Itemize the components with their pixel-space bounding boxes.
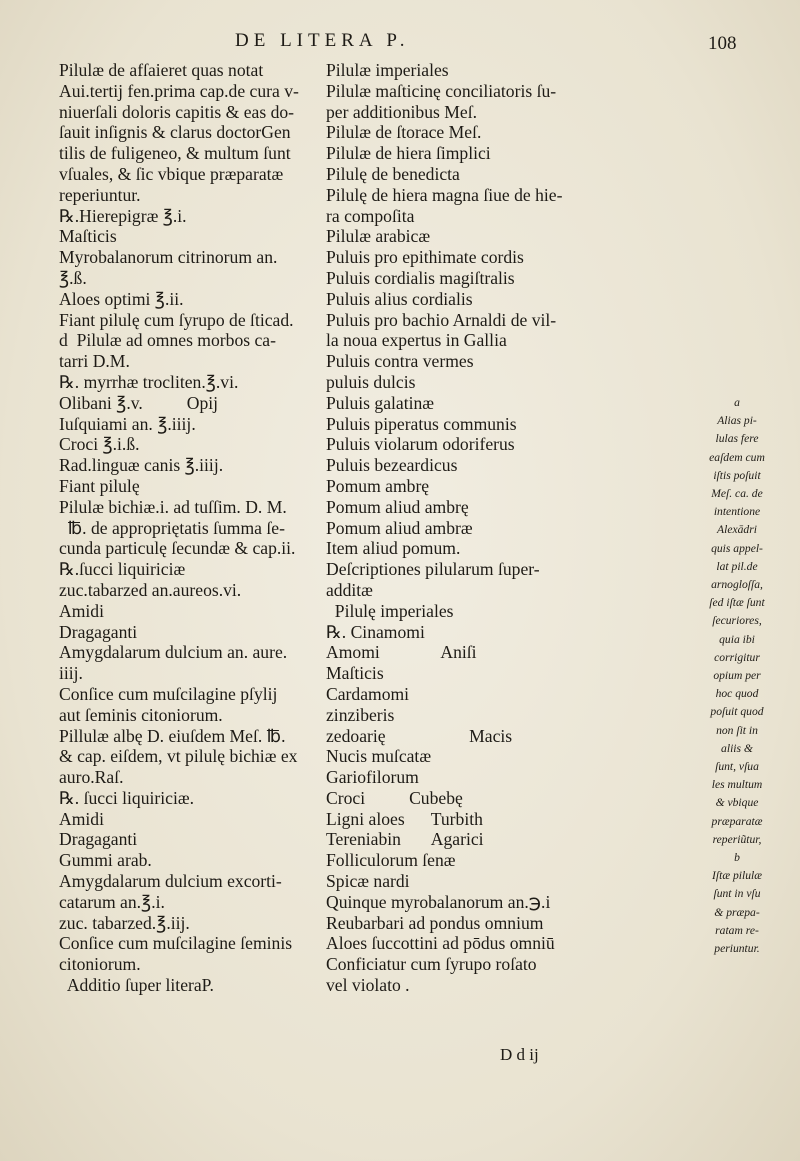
margin-note-line: Alexādri	[717, 523, 757, 537]
text-line: Tereniabin Agarici	[326, 829, 484, 850]
margin-note-line: lulas fere	[715, 432, 759, 446]
margin-note-line: Iſtæ pilulæ	[712, 869, 762, 883]
text-line: Pilulę de benedicta	[326, 163, 460, 184]
margin-note-line: eaſdem cum	[709, 450, 765, 464]
text-line: Aloes optimi ℥.ii.	[59, 288, 184, 309]
margin-note-line: ſed iſtæ ſunt	[709, 596, 765, 610]
text-line: Aui.tertij fen.prima cap.de cura v-	[59, 80, 299, 101]
text-line: ℞. myrrhæ trocliten.℥.vi.	[59, 371, 239, 392]
text-line: Aloes ſuccottini ad pōdus omniū	[326, 933, 555, 954]
text-line: la noua expertus in Gallia	[326, 330, 507, 351]
text-line: Puluis pro epithimate cordis	[326, 247, 524, 268]
text-line: ℞.Hierepigræ ℥.i.	[59, 205, 187, 226]
margin-note-line: quis appel-	[711, 541, 763, 555]
margin-note-line: reperiũtur,	[712, 832, 762, 846]
text-line: Puluis piperatus communis	[326, 413, 517, 434]
text-line: Puluis contra vermes	[326, 351, 474, 372]
text-line: Pilulę imperiales	[326, 600, 454, 621]
text-line: Amidi	[59, 600, 104, 621]
text-line: ℔. de appropriętatis ſumma ſe-	[59, 517, 285, 538]
text-line: Quinque myrobalanorum an.℈.i	[326, 891, 551, 912]
text-line: ℞. Cinamomi	[326, 621, 425, 642]
text-line: Pilulę de hiera magna ſiue de hie-	[326, 184, 563, 205]
text-line: Pilulæ de hiera ſimplici	[326, 143, 491, 164]
right-column	[326, 60, 668, 996]
margin-note-line: les multum	[711, 778, 763, 792]
left-column	[59, 60, 321, 996]
text-line: reperiuntur.	[59, 184, 141, 205]
text-line: cunda particulę ſecundæ & cap.ii.	[59, 538, 296, 559]
text-line: ℞.ſucci liquiriciæ	[59, 559, 186, 580]
text-line: Reubarbari ad pondus omnium	[326, 912, 544, 933]
margin-note-line: ſunt in vſu	[713, 887, 761, 901]
text-line: d Pilulæ ad omnes morbos ca-	[59, 330, 276, 351]
margin-note-line: ratam re-	[715, 923, 759, 937]
margin-note-line: præparatæ	[711, 814, 763, 828]
text-line: Puluis bezeardicus	[326, 455, 458, 476]
text-line: Amidi	[59, 808, 104, 829]
text-line: ſauit inſignis & clarus doctorGen	[59, 122, 291, 143]
text-line: Amygdalarum dulcium excorti-	[59, 871, 282, 892]
text-line: additæ	[326, 579, 373, 600]
text-line: Iuſquiami an. ℥.iiij.	[59, 413, 196, 434]
text-line: vſuales, & ſic vbique præparatæ	[59, 163, 284, 184]
running-head: DE LITERA P.	[235, 30, 410, 51]
margin-note-line: ſecuriores,	[712, 614, 762, 628]
text-line: Ligni aloes Turbith	[326, 808, 483, 829]
text-line: ℥.ß.	[59, 267, 87, 288]
text-line: niuerſali doloris capitis & eas do-	[59, 101, 295, 122]
text-line: Fiant pilulę	[59, 475, 140, 496]
text-line: Pomum ambrę	[326, 475, 430, 496]
text-line: zinziberis	[326, 704, 395, 725]
margin-note-line: opium per	[713, 669, 761, 683]
page-number: 108	[708, 33, 737, 54]
text-line: vel violato .	[326, 975, 410, 996]
margin-note-line: aliis &	[721, 741, 753, 755]
text-line: Olibani ℥.v. Opij	[59, 392, 219, 413]
margin-note-line: corrigitur	[714, 650, 760, 664]
margin-note-line: poſuit quod	[710, 705, 764, 719]
text-line: Conficiatur cum ſyrupo roſato	[326, 954, 537, 975]
text-line: Croci Cubebę	[326, 787, 463, 808]
margin-note-line: iſtis poſuit	[713, 468, 761, 482]
margin-note-line: periuntur.	[714, 942, 760, 956]
text-line: per additionibus Meſ.	[326, 101, 477, 122]
text-line: Additio ſuper literaP.	[59, 975, 214, 996]
text-line: Puluis cordialis magiſtralis	[326, 267, 515, 288]
text-line: Puluis alius cordialis	[326, 288, 473, 309]
signature-mark: D d ij	[500, 1045, 539, 1064]
text-line: puluis dulcis	[326, 371, 416, 392]
text-line: zedoarię Macis	[326, 725, 513, 746]
text-line: Cardamomi	[326, 683, 410, 704]
text-line: Fiant pilulę cum ſyrupo de ſticad.	[59, 309, 294, 330]
text-line: tilis de fuligeneo, & multum ſunt	[59, 143, 291, 164]
margin-note-line: lat pil.de	[716, 559, 758, 573]
text-line: Pilulæ de afſaieret quas notat	[59, 60, 264, 80]
text-line: Puluis violarum odoriferus	[326, 434, 515, 455]
margin-note-line: & præpa-	[714, 905, 760, 919]
text-line: Puluis galatinæ	[326, 392, 435, 413]
text-line: tarri D.M.	[59, 351, 130, 372]
text-line: ℞. ſucci liquiriciæ.	[59, 787, 194, 808]
text-line: Pomum aliud ambræ	[326, 517, 473, 538]
text-line: zuc.tabarzed an.aureos.vi.	[59, 579, 242, 600]
margin-note-line: intentione	[713, 505, 761, 519]
margin-note-line: Alias pi-	[717, 414, 757, 428]
text-line: auro.Raſ.	[59, 767, 124, 788]
text-line: Gummi arab.	[59, 850, 152, 871]
text-line: Folliculorum ſenæ	[326, 850, 456, 871]
margin-note-line: arnogloſſa,	[711, 578, 763, 592]
text-line: Pilulæ bichiæ.i. ad tuſſim. D. M.	[59, 496, 287, 517]
text-line: & cap. eiſdem, vt pilulę bichiæ ex	[59, 746, 298, 767]
margin-note-line: non ſit in	[716, 723, 758, 737]
text-line: Maſticis	[326, 663, 384, 684]
text-line: catarum an.℥.i.	[59, 891, 165, 912]
text-line: iiij.	[59, 663, 83, 684]
margin-note-line: Meſ. ca. de	[711, 487, 763, 501]
text-line: Conſice cum muſcilagine pſylij	[59, 683, 278, 704]
text-line: Amomi Aniſi	[326, 642, 477, 663]
margin-note-line: b	[734, 851, 740, 865]
text-line: Dragaganti	[59, 829, 138, 850]
text-line: Conſice cum muſcilagine ſeminis	[59, 933, 293, 954]
margin-note-line: ſunt, vſua	[715, 760, 759, 774]
text-line: Deſcriptiones pilularum ſuper-	[326, 559, 540, 580]
text-line: Myrobalanorum citrinorum an.	[59, 247, 278, 268]
text-line: Pilulæ imperiales	[326, 60, 449, 80]
text-line: ra compoſita	[326, 205, 415, 226]
text-line: Spicæ nardi	[326, 871, 410, 892]
text-line: Croci ℥.i.ß.	[59, 434, 140, 455]
text-line: Pilulæ de ſtorace Meſ.	[326, 122, 482, 143]
margin-note-line: a	[734, 396, 740, 409]
text-line: zuc. tabarzed.℥.iij.	[59, 912, 190, 933]
text-line: Rad.linguæ canis ℥.iiij.	[59, 455, 224, 476]
margin-note-line: quia ibi	[719, 632, 755, 646]
margin-note-line: & vbique	[715, 796, 759, 810]
text-line: Nucis muſcatæ	[326, 746, 432, 767]
text-line: Gariofilorum	[326, 767, 419, 788]
margin-note	[681, 394, 793, 958]
text-line: citoniorum.	[59, 954, 141, 975]
text-line: Item aliud pomum.	[326, 538, 461, 559]
text-line: Maſticis	[59, 226, 117, 247]
margin-note-line: hoc quod	[715, 687, 759, 701]
text-line: Puluis pro bachio Arnaldi de vil-	[326, 309, 557, 330]
text-line: Pomum aliud ambrę	[326, 496, 469, 517]
text-line: Pilulæ maſticinę conciliatoris ſu-	[326, 80, 557, 101]
text-line: aut ſeminis citoniorum.	[59, 704, 223, 725]
text-line: Pilulæ arabicæ	[326, 226, 431, 247]
text-line: Pillulæ albę D. eiuſdem Meſ. ℔.	[59, 725, 286, 746]
text-line: Dragaganti	[59, 621, 138, 642]
text-line: Amygdalarum dulcium an. aure.	[59, 642, 288, 663]
